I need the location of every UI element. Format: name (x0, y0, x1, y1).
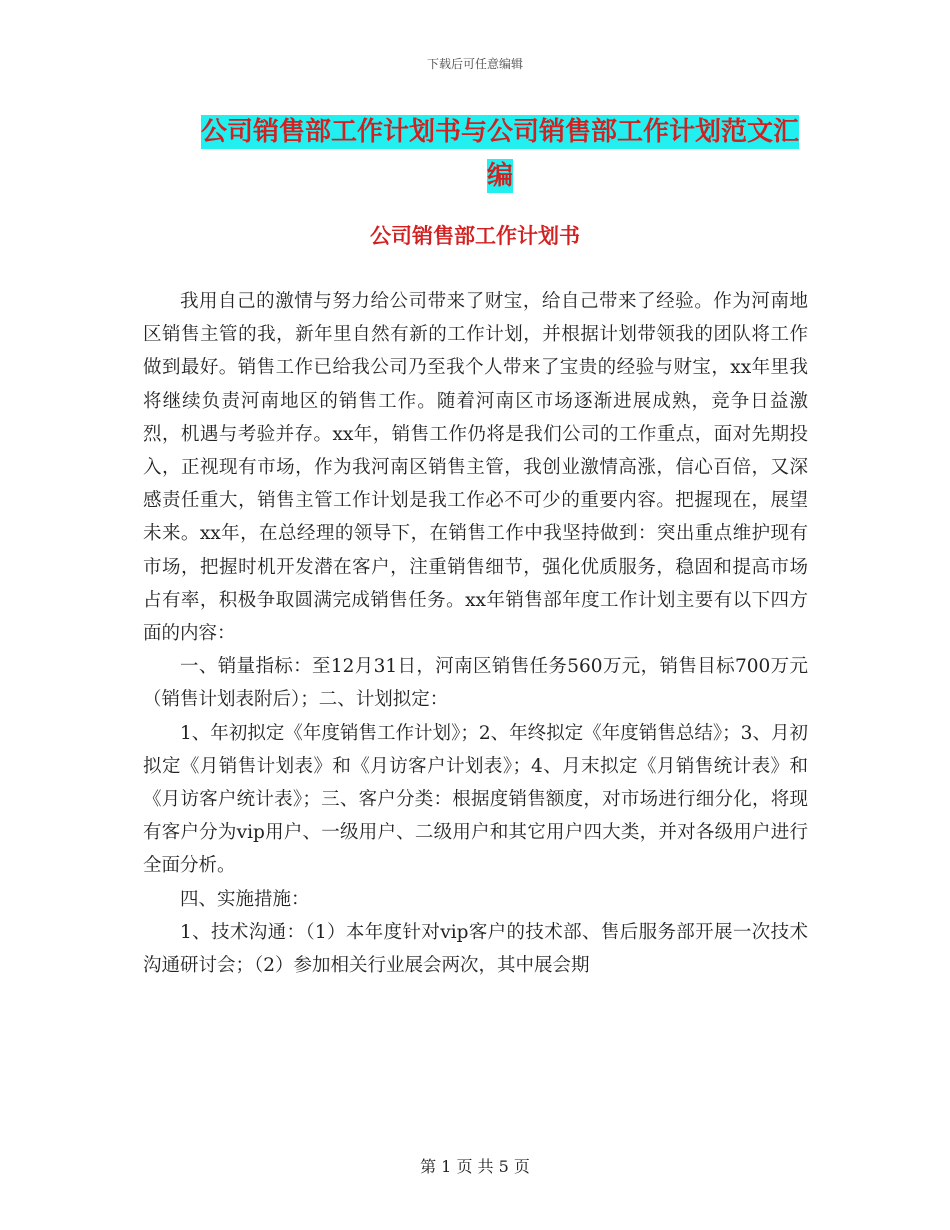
paragraph: 1、技术沟通：（1）本年度针对vip客户的技术部、售后服务部开展一次技术沟通研讨会；（2）参加相关行业展会两次，其中展会期 (143, 921, 808, 977)
paragraph: 我用自己的激情与努力给公司带来了财宝，给自己带来了经验。作为河南地区销售主管的我，新年里自然有新的工作计划，并根据计划带领我的团队将工作做到最好。销售工作已给我公司乃至我个人带来了宝贵的经验与财宝，xx年里我将继续负责河南地区的销售工作。随着河南区市场逐渐进展成熟，竞争日益激烈，机遇与考验并存。xx年，销售工作仍将是我们公司的工作重点，面对先期投入，正视现有市场，作为我河南区销售主管，我创业激情高涨，信心百倍，又深感责任重大，销售主管工作计划是我工作必不可少的重要内容。把握现在，展望未来。xx年，在总经理的领导下，在销售工作中我坚持做到：突出重点维护现有市场，把握时机开发潜在客户，注重销售细节，强化优质服务，稳固和提高市场占有率，积极争取圆满完成销售任务。xx年销售部年度工作计划主要有以下四方面的内容： (143, 291, 808, 645)
section-title: 公司销售部工作计划书 (370, 224, 580, 248)
paragraph: 1、年初拟定《年度销售工作计划》；2、年终拟定《年度销售总结》；3、月初拟定《月销售计划表》和《月访客户计划表》；4、月末拟定《月销售统计表》和《月访客户统计表》；三、客户分类：根据度销售额度，对市场进行细分化，将现有客户分为vip用户、一级用户、二级用户和其它用户四大类，并对各级用户进行全面分析。 (143, 722, 808, 877)
document-title-text: 公司销售部工作计划书与公司销售部工作计划范文汇编 (200, 117, 799, 191)
page-footer: 第 1 页 共 5 页 (420, 1157, 530, 1176)
document-title (190, 110, 810, 198)
paragraph: 四、实施措施： (180, 888, 310, 910)
header-note: 下载后可任意编辑 (426, 57, 523, 71)
document-body (143, 285, 808, 982)
paragraph: 一、销量指标：至12月31日，河南区销售任务560万元，销售目标700万元（销售计划表附后）；二、计划拟定： (143, 656, 808, 711)
